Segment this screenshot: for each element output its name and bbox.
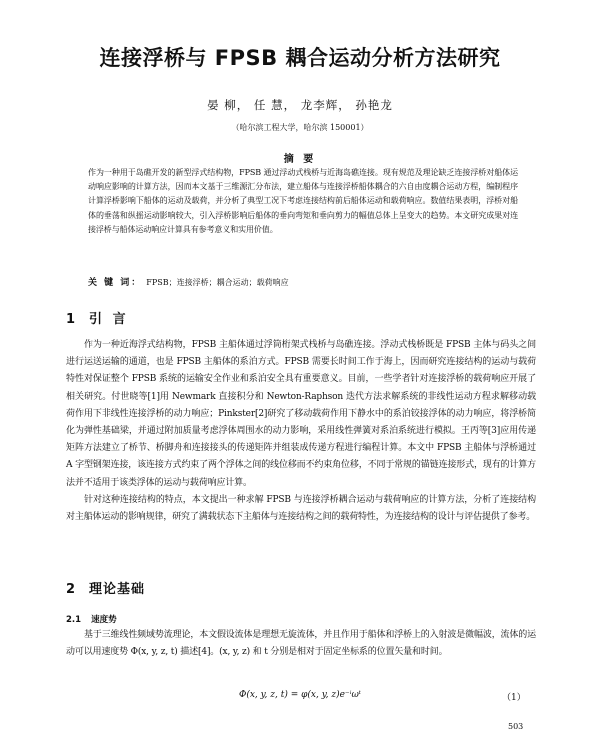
section-title: 理论基础 xyxy=(89,582,146,597)
keywords-line xyxy=(88,275,518,288)
abstract-heading: 摘 要 xyxy=(283,154,317,165)
paragraph: 基于三维线性频域势流理论，本文假设流体是理想无旋流体，并且作用于船体和浮桥上的入射波是微幅波，流体的运动可以用速度势 Φ(x, y, z, t) 描述[4]。(x, y, z) 和 t 分别是相对于固定坐标系的位置矢量和时间。 xyxy=(66,630,536,658)
subsection-title: 速度势 xyxy=(91,615,117,625)
paper-authors: 晏 柳， 任 慧， 龙李辉， 孙艳龙 xyxy=(207,98,393,112)
keywords-label: 关 键 词： xyxy=(88,278,143,288)
keywords-list: FPSB；连接浮桥；耦合运动；载荷响应 xyxy=(146,278,289,287)
section-number: 1 xyxy=(66,312,76,327)
section-title: 引 言 xyxy=(89,312,129,327)
abstract-text: 作为一种用于岛礁开发的新型浮式结构物，FPSB 通过浮动式栈桥与近海岛礁连接。现有规范及理论缺乏连接浮桥对船体运动响应影响的计算方法，因而本文基于三维源汇分布法，建立船体与连接浮桥船体耦合的六自由度耦合运动方程，编制程序计算浮桥影响下船体的运动及载荷，并分析了典型工况下考虑连接结构前后船体运动和载荷响应。数值结果表明，浮桥对船体的垂荡和纵摇运动影响较大，引入浮桥影响后船体的垂向弯矩和垂向剪力的幅值总体上呈变大的趋势。本文研究成果对连接浮桥与船体运动响应计算具有参考意义和实用价值。 xyxy=(88,168,518,234)
introduction-body xyxy=(66,337,536,526)
paper-affiliation: （哈尔滨工程大学，哈尔滨 150001） xyxy=(231,123,369,132)
section-heading-theory xyxy=(66,578,145,597)
paper-title: 连接浮桥与 FPSB 耦合运动分析方法研究 xyxy=(99,46,501,70)
equation-number: （1） xyxy=(502,693,526,703)
velocity-potential-body xyxy=(66,627,536,661)
page-number: 503 xyxy=(508,722,524,731)
subsection-number: 2.1 xyxy=(66,615,82,625)
section-number: 2 xyxy=(66,582,76,597)
equation-1: Φ(x, y, z, t) = φ(x, y, z)e⁻ⁱωᵗ xyxy=(238,690,362,700)
subsection-heading-velocity-potential xyxy=(66,613,117,625)
paragraph: 针对这种连接结构的特点，本文提出一种求解 FPSB 与连接浮桥耦合运动与载荷响应的计算方法，分析了连接结构对主船体运动的影响规律，研究了满载状态下主船体与连接结构之间的载荷特性，为连接结构的设计与评估提供了参考。 xyxy=(66,494,536,523)
section-heading-introduction xyxy=(66,308,129,327)
paragraph: 作为一种近海浮式结构物，FPSB 主船体通过浮筒桁架式栈桥与岛礁连接。浮动式栈桥既是 FPSB 主体与码头之间进行运送运输的通道，也是 FPSB 主船体的系泊方式。FPSB 需要长时间工作于海上，因而研究连接结构的运动与载荷特性对保证整个 FPSB 系统的运输安全作业和系泊安全具有重要意义。目前，一些学者针对连接浮桥的载荷响应开展了相关研究。付世晓等[1]用 Newmark 直接积分和 Newton-Raphson 迭代方法求解系统的非线性运动方程求解移动载荷作用下非线性连接浮桥的动力响应；Pinkster[2]研究了移动载荷作用下静水中的系泊铰接浮体的动力响应，将浮桥简化为弹性基础梁，并通过附加质量考虑浮体周围水的动力影响，采用线性弹簧对系泊系统进行模拟。王丙等[3]应用传递矩阵方法建立了桥节、桥脚舟和连接接头的传递矩阵并组装成传递方程进行编程计算。本文中 FPSB 主船体与浮桥通过 A 字型钢架连接，该连接方式约束了两个浮体之间的线位移而不约束角位移，不同于常规的锚链连接形式，现有的计算方法并不适用于该类浮体的运动与载荷响应计算。 xyxy=(66,340,536,488)
